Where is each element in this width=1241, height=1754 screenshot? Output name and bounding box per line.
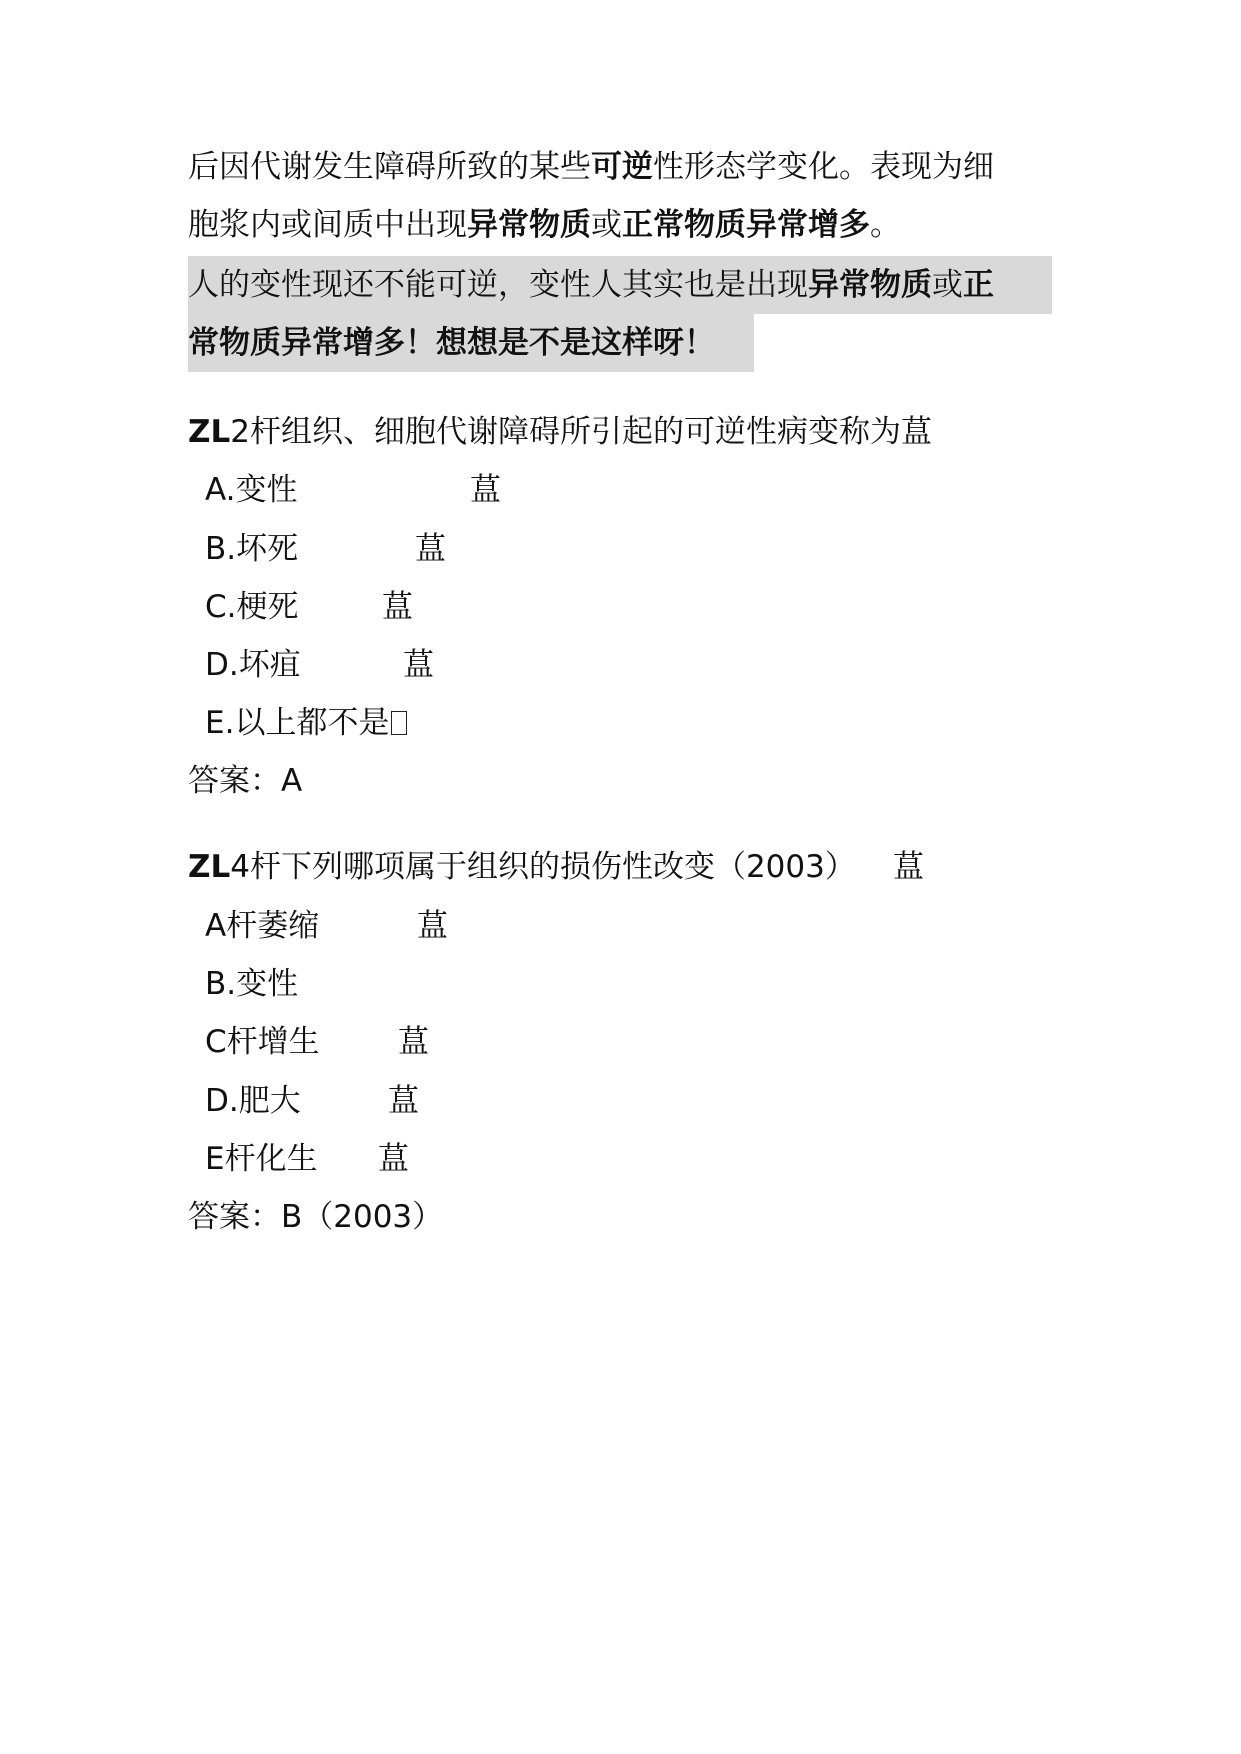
question-2-option-e: E杆化生 bbox=[205, 1141, 318, 1177]
question-1-answer: 答案：A bbox=[188, 763, 303, 799]
question-2-stem-mark: 蒀 bbox=[893, 849, 924, 885]
note-line-1: 人的变性现还不能可逆，变性人其实也是出现异常物质或正 bbox=[188, 267, 994, 303]
note-line-2: 常物质异常增多！想想是不是这样呀！ bbox=[188, 325, 715, 361]
intro-line-1: 后因代谢发生障碍所致的某些可逆性形态学变化。表现为细 bbox=[188, 149, 994, 185]
question-1-option-c-mark: 蒀 bbox=[382, 589, 413, 625]
question-2-option-c-mark: 蒀 bbox=[398, 1024, 429, 1060]
question-1-option-b-mark: 蒀 bbox=[415, 531, 446, 567]
intro-line-2: 胞浆内或间质中出现异常物质或正常物质异常增多。 bbox=[188, 207, 901, 243]
question-1-option-e: E.以上都不是 bbox=[205, 701, 407, 745]
question-2-option-c: C杆增生 bbox=[205, 1024, 320, 1060]
question-1-option-d-mark: 蒀 bbox=[403, 647, 434, 683]
question-1-option-c: C.梗死 bbox=[205, 589, 299, 625]
question-2-option-b: B.变性 bbox=[205, 966, 299, 1002]
question-2-option-a-mark: 蒀 bbox=[417, 908, 448, 944]
question-1-option-a: A.变性 bbox=[205, 472, 298, 508]
question-1-option-d: D.坏疽 bbox=[205, 647, 301, 683]
question-1-stem: ZL2杆组织、细胞代谢障碍所引起的可逆性病变称为蒀 bbox=[188, 414, 932, 450]
question-2-option-d-mark: 蒀 bbox=[388, 1083, 419, 1119]
question-2-stem: ZL4杆下列哪项属于组织的损伤性改变（2003） bbox=[188, 849, 856, 885]
question-1-option-a-mark: 蒀 bbox=[470, 472, 501, 508]
missing-glyph-icon bbox=[391, 711, 407, 735]
question-2-option-e-mark: 蒀 bbox=[378, 1141, 409, 1177]
question-1-option-b: B.坏死 bbox=[205, 531, 299, 567]
question-2-option-d: D.肥大 bbox=[205, 1083, 301, 1119]
question-2-option-a: A杆萎缩 bbox=[205, 908, 320, 944]
question-2-answer: 答案：B（2003） bbox=[188, 1199, 444, 1235]
